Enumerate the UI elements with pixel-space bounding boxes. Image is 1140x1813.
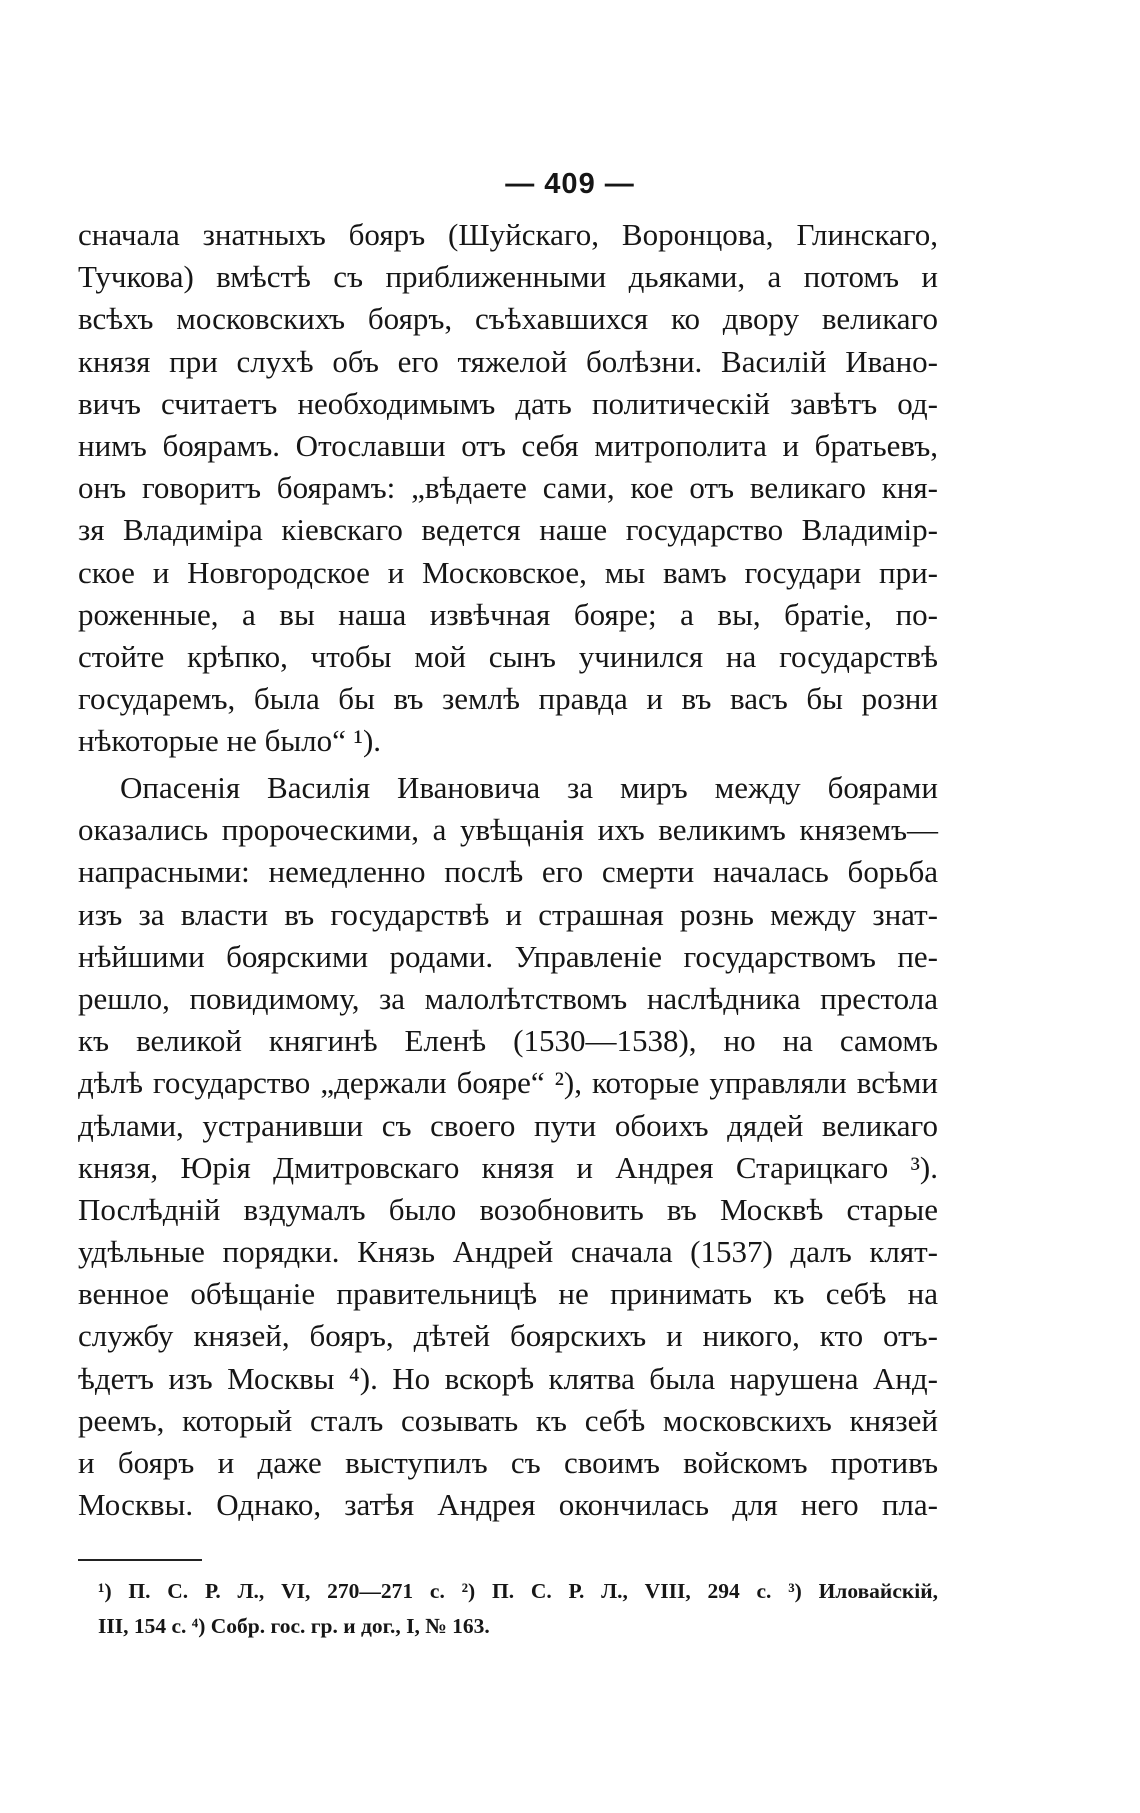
text-line: службу князей, бояръ, дѣтей боярскихъ и никого, кто отъ-: [78, 1318, 938, 1354]
text-line: князя при слухѣ объ его тяжелой болѣзни. Василій Ивано-: [78, 343, 938, 379]
text-line: зя Владиміра кіевскаго ведется наше государство Владимір-: [78, 512, 938, 548]
text-line: Послѣдній вздумалъ было возобновить въ Москвѣ старые: [78, 1191, 938, 1227]
page-number: — 409 —: [505, 168, 635, 200]
text-line: къ великой княгинѣ Еленѣ (1530—1538), но на самомъ: [78, 1023, 938, 1059]
text-line: стойте крѣпко, чтобы мой сынъ учинился на государствѣ: [78, 638, 938, 674]
text-line: роженные, а вы наша извѣчная бояре; а вы, братіе, по-: [78, 596, 938, 632]
text-line: оказались пророческими, а увѣщанія ихъ великимъ княземъ—: [78, 812, 938, 848]
text-line: нѣйшими боярскими родами. Управленіе государствомъ пе-: [78, 938, 938, 974]
text-line: вичъ считаетъ необходимымъ дать политическій завѣтъ од-: [78, 385, 938, 421]
text-line: нимъ боярамъ. Отославши отъ себя митрополита и братьевъ,: [78, 427, 938, 463]
footnote-line: III, 154 с. ⁴) Собр. гос. гр. и дог., I, № 163.: [98, 1614, 490, 1638]
text-line: государемъ, была бы въ землѣ правда и въ васъ бы розни: [78, 681, 938, 717]
text-line: и бояръ и даже выступилъ съ своимъ войскомъ противъ: [78, 1445, 938, 1480]
text-line: реемъ, который сталъ созывать къ себѣ московскихъ князей: [78, 1402, 938, 1438]
text-line: всѣхъ московскихъ бояръ, съѣхавшихся ко двору великаго: [78, 301, 938, 337]
text-line: решло, повидимому, за малолѣтствомъ наслѣдника престола: [78, 980, 938, 1016]
text-line: напрасными: немедленно послѣ его смерти началась борьба: [78, 854, 938, 890]
paragraph-1: [78, 214, 938, 762]
text-line: изъ за власти въ государствѣ и страшная рознь между знат-: [78, 896, 938, 932]
text-line: Тучкова) вмѣстѣ съ приближенными дьяками, а потомъ и: [78, 259, 938, 295]
footnote-divider: [78, 1559, 202, 1561]
text-line: Опасенія Василія Ивановича за миръ между боярами: [120, 770, 938, 805]
text-line: онъ говоритъ боярамъ: „вѣдаете сами, кое отъ великаго кня-: [78, 470, 938, 506]
text-line: сначала знатныхъ бояръ (Шуйскаго, Воронцова, Глинскаго,: [78, 217, 938, 252]
text-line: ское и Новгородское и Московское, мы вамъ государи при-: [78, 554, 938, 590]
text-line: нѣкоторые не было“ ¹).: [78, 723, 382, 759]
text-line: венное обѣщаніе правительницѣ не принимать къ себѣ на: [78, 1276, 938, 1312]
text-line: Москвы. Однако, затѣя Андрея окончилась для него пла-: [78, 1487, 938, 1523]
text-line: дѣлами, устранивши съ своего пути обоихъ дядей великаго: [78, 1107, 938, 1143]
text-line: удѣльные порядки. Князь Андрей сначала (1537) далъ клят-: [78, 1234, 938, 1270]
text-line: дѣлѣ государство „держали бояре“ ²), которые управляли всѣми: [78, 1065, 938, 1101]
text-line: ѣдетъ изъ Москвы ⁴). Но вскорѣ клятва была нарушена Анд-: [78, 1360, 938, 1396]
footnotes: [78, 1574, 938, 1644]
footnote-line: ¹) П. С. Р. Л., VI, 270—271 с. ²) П. С. Р. Л., VIII, 294 с. ³) Иловайскій,: [98, 1579, 938, 1603]
text-line: князя, Юрія Дмитровскаго князя и Андрея Старицкаго ³).: [78, 1149, 938, 1185]
paragraph-2: [78, 767, 938, 1526]
